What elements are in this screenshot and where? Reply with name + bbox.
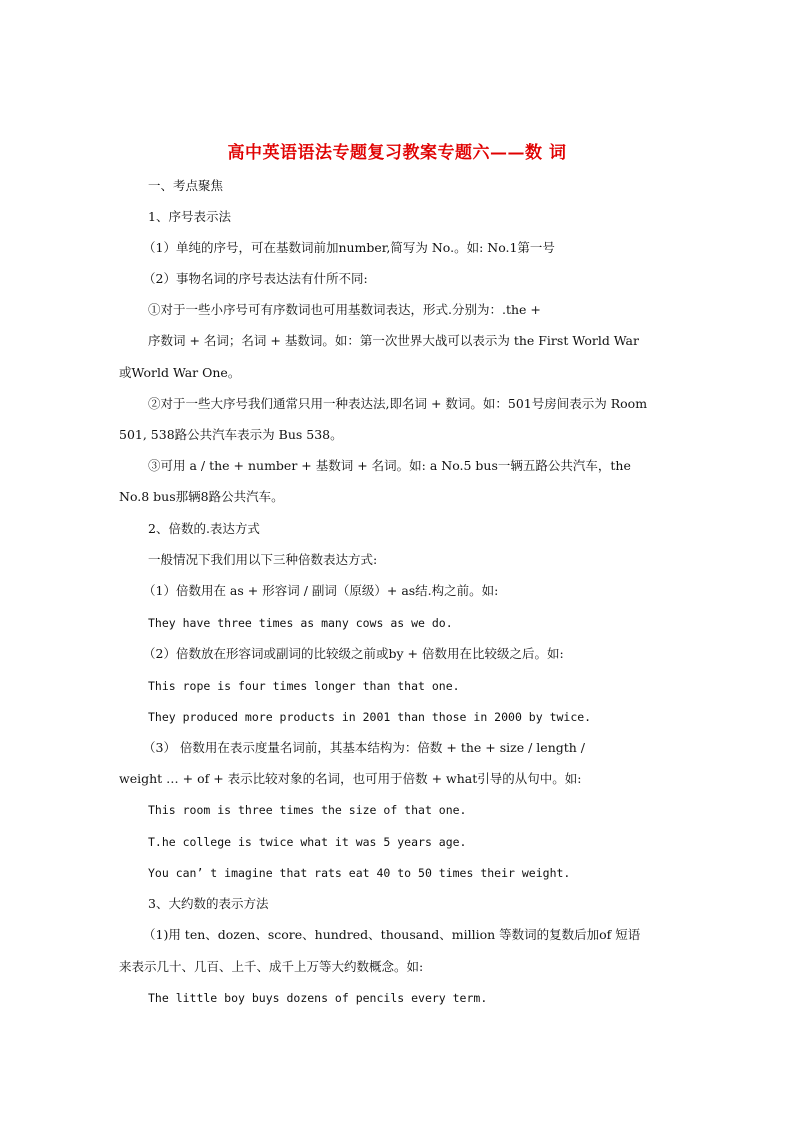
example-sentence: You can’ t imagine that rats eat 40 to 50 times their weight. bbox=[148, 866, 571, 880]
paragraph-line: 501, 538路公共汽车表示为 Bus 538。 bbox=[119, 427, 343, 442]
example-sentence: This rope is four times longer than that one. bbox=[148, 679, 460, 693]
example-sentence: They produced more products in 2001 than those in 2000 by twice. bbox=[148, 710, 592, 724]
paragraph-line: （1）单纯的序号，可在基数词前加number,简写为 No.。如: No.1第一号 bbox=[143, 240, 555, 255]
example-sentence: The little boy buys dozens of pencils every term. bbox=[148, 991, 488, 1005]
section-heading: 一、考点聚焦 bbox=[148, 178, 224, 193]
paragraph-line: （1)用 ten、dozen、score、hundred、thousand、million 等数词的复数后加of 短语 bbox=[143, 927, 641, 942]
subsection-heading: 2、倍数的.表达方式 bbox=[148, 521, 260, 536]
paragraph-line: （1）倍数用在 as + 形容词 / 副词（原级）+ as结.构之前。如: bbox=[143, 583, 499, 598]
document-title: 高中英语语法专题复习教案专题六——数 词 bbox=[227, 143, 567, 163]
subsection-heading: 3、大约数的表示方法 bbox=[148, 896, 269, 911]
example-sentence: T.he college is twice what it was 5 years age. bbox=[148, 835, 467, 849]
paragraph-line: （2）事物名词的序号表达法有什所不同: bbox=[143, 271, 368, 286]
example-sentence: They have three times as many cows as we do. bbox=[148, 616, 453, 630]
paragraph-line: weight … + of + 表示比较对象的名词，也可用于倍数 + what引导的从句中。如: bbox=[119, 771, 582, 786]
paragraph-line: 或World War One。 bbox=[119, 365, 241, 380]
paragraph-line: ②对于一些大序号我们通常只用一种表达法,即名词 + 数词。如：501号房间表示为 Room bbox=[148, 396, 648, 411]
paragraph-line: 一般情况下我们用以下三种倍数表达方式: bbox=[148, 552, 378, 567]
paragraph-line: 序数词 + 名词；名词 + 基数词。如：第一次世界大战可以表示为 the First World War bbox=[148, 333, 639, 348]
paragraph-line: ③可用 a / the + number + 基数词 + 名词。如: a No.5 bus一辆五路公共汽车，the bbox=[148, 458, 631, 473]
paragraph-line: 来表示几十、几百、上千、成千上万等大约数概念。如: bbox=[119, 959, 424, 974]
subsection-heading: 1、序号表示法 bbox=[148, 209, 231, 224]
example-sentence: This room is three times the size of that one. bbox=[148, 803, 467, 817]
paragraph-line: No.8 bus那辆8路公共汽车。 bbox=[119, 489, 284, 504]
paragraph-line: （3） 倍数用在表示度量名词前，其基本结构为：倍数 + the + size / length / bbox=[143, 740, 585, 755]
paragraph-line: ①对于一些小序号可有序数词也可用基数词表达，形式.分别为：.the + bbox=[148, 302, 541, 317]
paragraph-line: （2）倍数放在形容词或副词的比较级之前或by + 倍数用在比较级之后。如: bbox=[143, 646, 564, 661]
